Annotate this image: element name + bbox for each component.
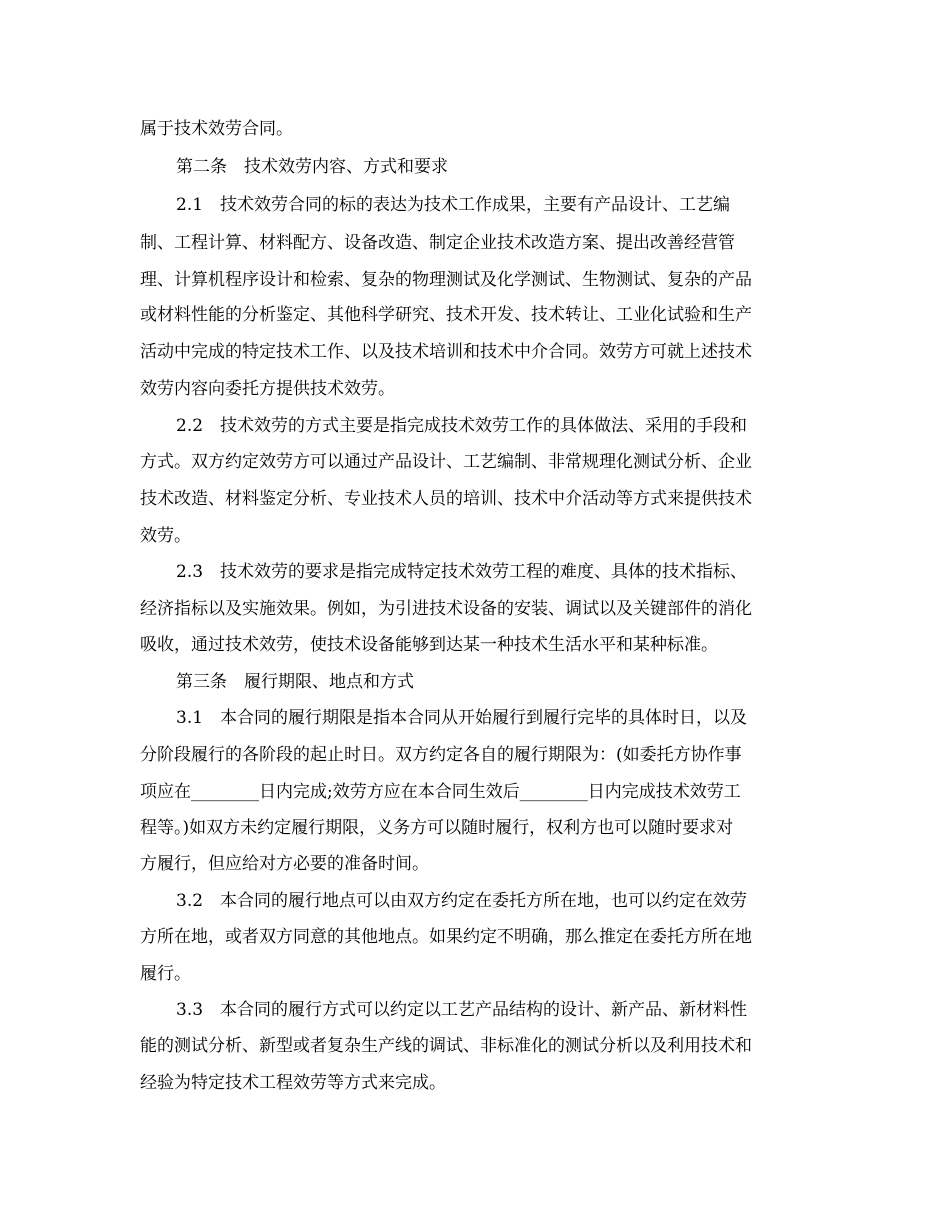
- text-line: 3.3 本合同的履行方式可以约定以工艺产品结构的设计、新产品、新材料性: [176, 1000, 748, 1020]
- text-line: 能的测试分析、新型或者复杂生产线的调试、非标准化的测试分析以及利用技术和: [140, 1036, 752, 1056]
- section-heading: 第二条 技术效劳内容、方式和要求: [176, 157, 448, 177]
- text-line: 效劳。: [140, 526, 191, 546]
- text-line: 方履行，但应给对方必要的准备时间。: [140, 854, 429, 874]
- text-line: 项应在________日内完成;效劳方应在本合同生效后________日内完成技术效劳工: [140, 782, 741, 802]
- text-line: 效劳内容向委托方提供技术效劳。: [140, 379, 395, 399]
- text-line: 经济指标以及实施效果。例如，为引进技术设备的安装、调试以及关键部件的消化: [140, 599, 752, 619]
- text-line: 经验为特定技术工程效劳等方式来完成。: [140, 1073, 446, 1093]
- text-line: 制、工程计算、材料配方、设备改造、制定企业技术改造方案、提出改善经营管: [140, 233, 735, 253]
- text-line: 程等。)如双方未约定履行期限，义务方可以随时履行，权利方也可以随时要求对: [140, 818, 734, 838]
- text-line: 吸收，通过技术效劳，使技术设备能够到达某一种技术生活水平和某种标准。: [140, 635, 718, 655]
- text-line: 理、计算机程序设计和检索、复杂的物理测试及化学测试、生物测试、复杂的产品: [140, 270, 752, 290]
- text-line: 或材料性能的分析鉴定、其他科学研究、技术开发、技术转让、工业化试验和生产: [140, 305, 752, 325]
- text-line: 属于技术效劳合同。: [140, 119, 293, 139]
- text-line: 履行。: [140, 964, 191, 984]
- section-heading: 第三条 履行期限、地点和方式: [176, 672, 414, 692]
- text-line: 分阶段履行的各阶段的起止时日。双方约定各自的履行期限为：(如委托方协作事: [140, 745, 742, 765]
- text-line: 3.1 本合同的履行期限是指本合同从开始履行到履行完毕的具体时日，以及: [176, 708, 748, 728]
- text-line: 活动中完成的特定技术工作、以及技术培训和技术中介合同。效劳方可就上述技术: [140, 342, 752, 362]
- text-line: 方所在地，或者双方同意的其他地点。如果约定不明确，那么推定在委托方所在地: [140, 927, 752, 947]
- text-line: 技术改造、材料鉴定分析、专业技术人员的培训、技术中介活动等方式来提供技术: [140, 489, 752, 509]
- text-line: 2.3 技术效劳的要求是指完成特定技术效劳工程的难度、具体的技术指标、: [176, 562, 748, 582]
- text-line: 3.2 本合同的履行地点可以由双方约定在委托方所在地，也可以约定在效劳: [176, 891, 748, 911]
- text-line: 2.2 技术效劳的方式主要是指完成技术效劳工作的具体做法、采用的手段和: [176, 416, 748, 436]
- text-line: 2.1 技术效劳合同的标的表达为技术工作成果，主要有产品设计、工艺编: [176, 195, 731, 215]
- text-line: 方式。双方约定效劳方可以通过产品设计、工艺编制、非常规理化测试分析、企业: [140, 452, 752, 472]
